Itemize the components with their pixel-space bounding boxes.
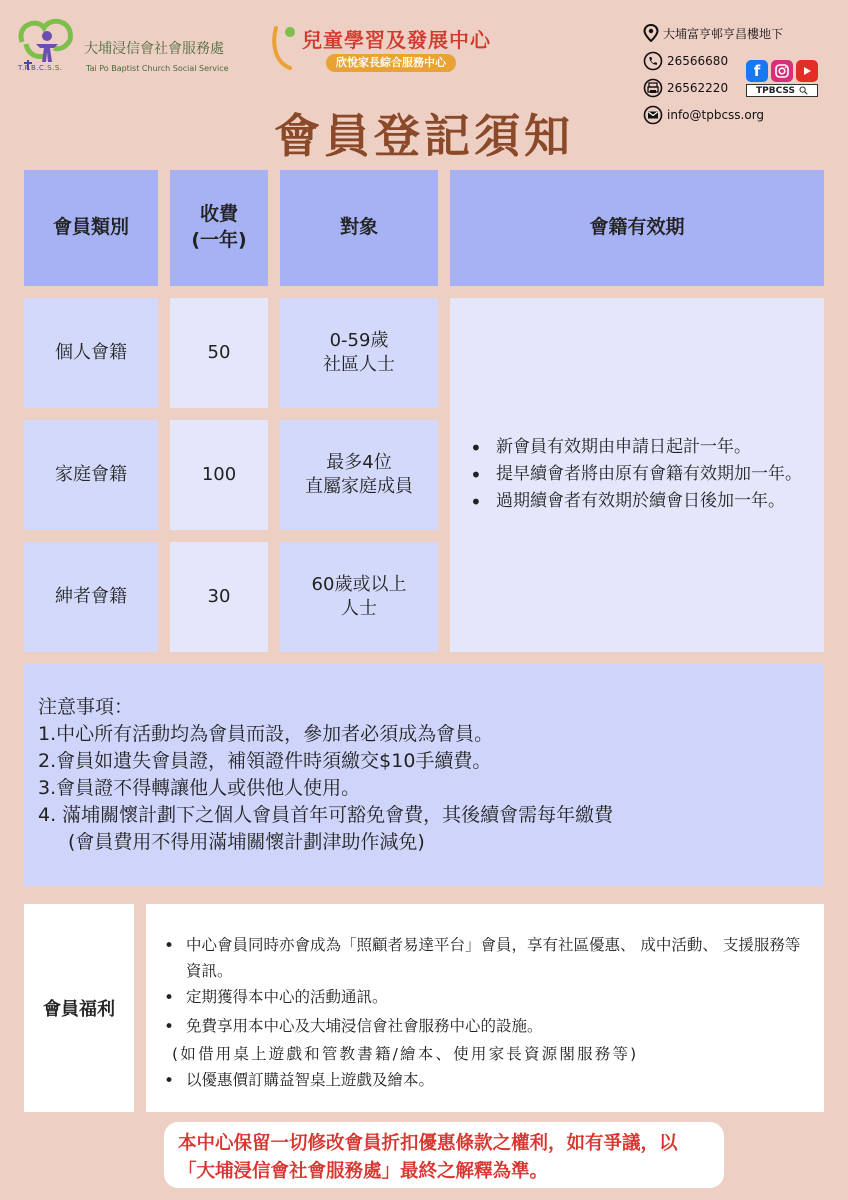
list-item (164, 1013, 804, 1042)
note-number: 3. (38, 776, 57, 799)
cell-fee-senior: 30 (170, 542, 268, 652)
page-title: 會員登記須知 (274, 109, 574, 163)
list-item: • 過期續會者有效期於續會日後加一年。 (470, 489, 802, 515)
header-member-type: 會員類別 (24, 170, 158, 286)
note-text: 中心所有活動均為會員而設，參加者必須成為會員。 (56, 722, 494, 745)
list-item (38, 721, 824, 748)
note-text: 會員如遺失會員證，補領證件時須繳交$10手續費。 (56, 749, 492, 772)
phone-number[interactable]: 26566680 (667, 54, 729, 68)
benefit-text: • 免費享用本中心及大埔浸信會社會服務中心的設施。 (186, 1016, 543, 1035)
cell-target-individual: 0-59歲 社區人士 (280, 298, 438, 408)
org-name-en: Tai Po Baptist Church Social Service (86, 64, 229, 73)
cell-fee-family: 100 (170, 420, 268, 530)
disclaimer: 本中心保留一切修改會員折扣優惠條款之權利，如有爭議，以「大埔浸信會社會服務處」最終之解釋為準。 (164, 1122, 724, 1188)
list-item (38, 775, 824, 802)
benefits-list (146, 904, 824, 1112)
benefit-text: • 中心會員同時亦會成為「照顧者易達平台」會員，享有社區優惠、 成中活動、 支援服務等資訊。 (186, 936, 801, 981)
phone-icon (643, 51, 663, 71)
benefit-text: • 定期獲得本中心的活動通訊。 (186, 988, 388, 1007)
center-subtitle: 欣悅家長綜合服務中心 (326, 54, 456, 72)
email-address[interactable]: info@tpbcss.org (667, 108, 765, 122)
benefits-label: 會員福利 (24, 904, 134, 1112)
header-fee: 收費 (一年) (170, 170, 268, 286)
instagram-icon[interactable] (771, 60, 793, 82)
cell-target-family: 最多4位 直屬家庭成員 (280, 420, 438, 530)
benefit-note: (如借用桌上遊戲和管教書籍/繪本、使用家長資源閣服務等) (172, 1045, 639, 1064)
center-name: 兒童學習及發展中心 (302, 28, 491, 52)
search-icon (799, 86, 808, 95)
list-item: • 新會員有效期由申請日起計一年。 (470, 435, 802, 461)
cell-type-senior: 紳者會籍 (24, 542, 158, 652)
notes-section (24, 664, 824, 886)
social-handle: TPBCSS (756, 85, 795, 96)
note-number: 1. (38, 722, 57, 745)
note-text: 會員證不得轉讓他人或供他人使用。 (56, 776, 361, 799)
cell-fee-individual: 50 (170, 298, 268, 408)
benefit-text: • 以優惠價訂購益智桌上遊戲及繪本。 (186, 1071, 435, 1090)
cell-type-individual: 個人會籍 (24, 298, 158, 408)
list-item: • 提早續會者將由原有會籍有效期加一年。 (470, 462, 802, 488)
list-item (164, 1067, 804, 1096)
org-name-zh: 大埔浸信會社會服務處 (84, 41, 224, 57)
note-number: 4. (38, 803, 57, 826)
cell-type-family: 家庭會籍 (24, 420, 158, 530)
notes-heading: 注意事項： (38, 696, 134, 718)
social-search-box[interactable] (746, 84, 818, 97)
facebook-icon[interactable]: f (746, 60, 768, 82)
location-pin-icon (643, 24, 659, 42)
fax-row (643, 77, 728, 99)
cell-target-senior: 60歲或以上 人士 (280, 542, 438, 652)
fax-number: 26562220 (667, 81, 729, 95)
note-number: 2. (38, 749, 57, 772)
validity-list (470, 434, 802, 516)
cell-validity (450, 298, 824, 652)
address-text: 大埔富亨邨亨昌樓地下 (663, 26, 784, 41)
note-subtext: (會員費用不得用滿埔關懷計劃津助作減免) (68, 830, 425, 853)
list-item (38, 802, 824, 829)
list-item (164, 932, 804, 984)
social-links (746, 60, 818, 82)
list-item (164, 984, 804, 1013)
phone-row (643, 50, 728, 72)
header-target: 對象 (280, 170, 438, 286)
org-abbr: T.P.B.C.S.S. (18, 64, 63, 72)
header-validity: 會籍有效期 (450, 170, 824, 286)
list-item (38, 748, 824, 775)
youtube-icon[interactable] (796, 60, 818, 82)
fax-icon (643, 78, 663, 98)
address-row (643, 22, 783, 44)
note-text: 滿埔關懷計劃下之個人會員首年可豁免會費，其後續會需每年繳費 (56, 803, 614, 826)
